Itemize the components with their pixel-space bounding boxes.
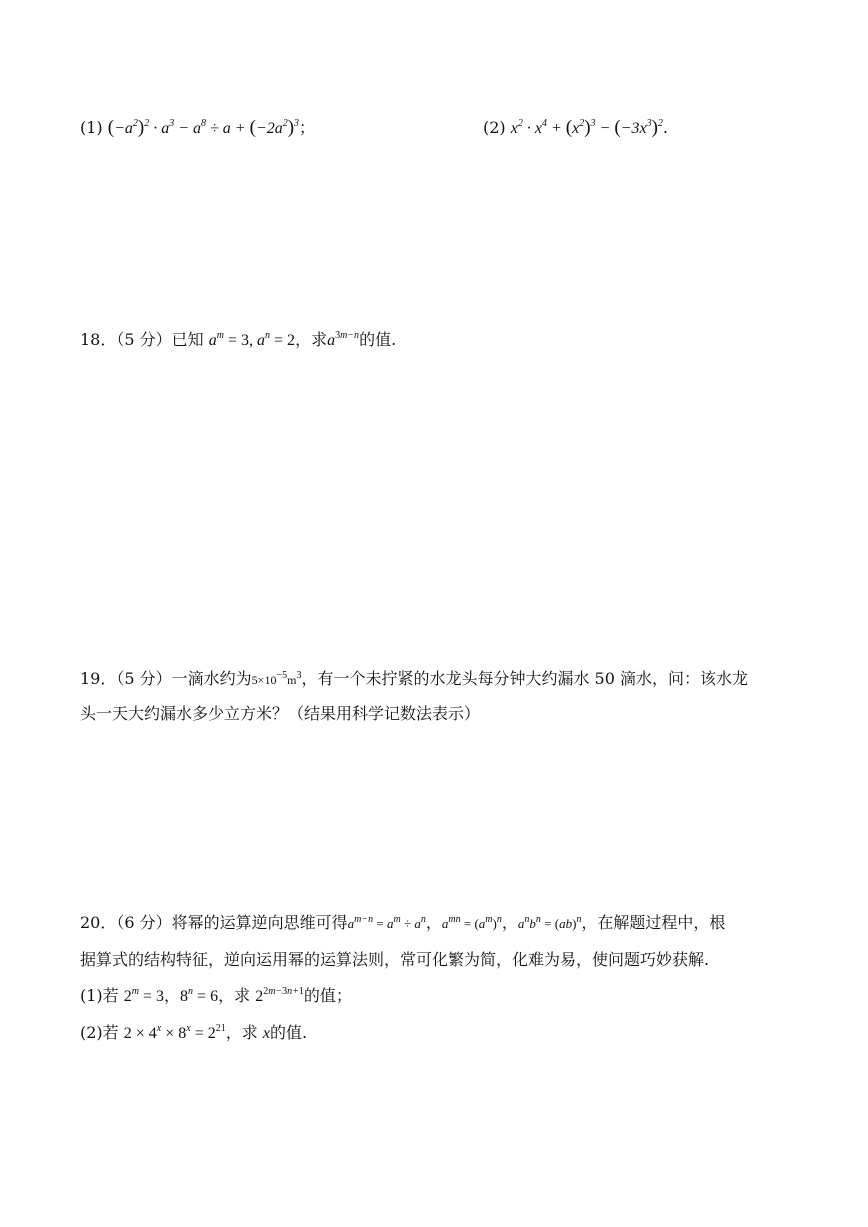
question-20-sub-1: (1)若 2$^m$ = 3，8$^n$ = 6，求 $2^{2m-3n+1}$的值； [80, 985, 352, 1005]
question-19-line-2: 头一天大约漏水多少立方米？（结果用科学记数法表示） [80, 704, 481, 723]
math-expression: 8$^n$ = 6 [180, 985, 219, 1005]
math-expression: 2$^m$ = 3 [123, 985, 165, 1005]
question-number: 18． [80, 330, 117, 349]
math-expression: $a^{3m-n}$ [327, 329, 360, 349]
math-expression: $a^m = 3$, $a^n = 2$ [208, 329, 296, 349]
question-20-sub-2: (2)若 $2 \times 4^x \times 8^x = 2^{21}$，求 x的值. [80, 1022, 308, 1042]
math-expression: $a^nb^n = (ab)^n$ [517, 913, 582, 931]
math-expression: $a^{m-n} = a^m \div a^n$ [347, 913, 426, 931]
question-score: （5 分） [116, 330, 172, 349]
problem-17-part-2 [483, 117, 668, 140]
punctuation: . [662, 118, 668, 137]
part-label: (1) [80, 118, 103, 137]
problem-17-part-1 [80, 117, 315, 140]
part-label: (2) [483, 118, 506, 137]
math-expression: $2^{2m-3n+1}$ [255, 985, 304, 1005]
question-20-line-1: 20．（6 分）将幂的运算逆向思维可得$a^{m-n} = a^m \div a^n$，$a^{mn} = (a^m)^n$，$a^nb^n = (ab)^n$，在解题过程中，根 [80, 913, 726, 932]
math-expression: $5\times 10^{-5}m^3$ [251, 670, 302, 687]
math-variable: x [262, 1025, 270, 1042]
math-expression: $(-a^2)^2 \cdot a^3 - a^8 \div a + (-2a^2)^3$ [107, 117, 300, 138]
question-score: （6 分） [116, 913, 172, 932]
question-score: （5 分） [116, 669, 172, 688]
math-expression: $2 \times 4^x \times 8^x = 2^{21}$ [123, 1022, 226, 1042]
question-18: 18．（5 分）已知 $a^m = 3$, $a^n = 2$，求$a^{3m-n}$的值. [80, 329, 397, 349]
punctuation: ； [299, 118, 316, 137]
math-expression: $x^2 \cdot x^4 + (x^2)^3 - (-3x^3)^2$ [510, 117, 663, 138]
math-expression: $a^{mn} = (a^m)^n$ [441, 913, 502, 931]
question-19-line-1: 19．（5 分）一滴水约为$5\times 10^{-5}m^3$，有一个未拧紧的水龙头每分钟大约漏水 50 滴水，问：该水龙 [80, 669, 748, 688]
question-20-line-2: 据算式的结构特征，逆向运用幂的运算法则，常可化繁为简，化难为易，使问题巧妙获解. [80, 950, 710, 969]
question-number: 20． [80, 913, 117, 932]
question-number: 19． [80, 669, 117, 688]
